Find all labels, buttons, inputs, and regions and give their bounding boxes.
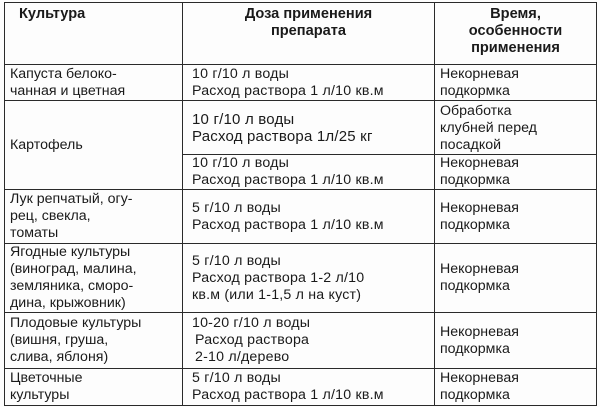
header-text: препарата xyxy=(270,23,347,39)
cell-text: Цветочные xyxy=(10,370,83,386)
cell-text: культуры xyxy=(10,387,70,403)
cell-text: рец, свекла, xyxy=(10,208,91,224)
culture-cell xyxy=(5,369,183,406)
cell-text: 2-10 л/дерево xyxy=(195,349,290,365)
cell-text: 5 г/10 л воды xyxy=(192,252,281,269)
cell-text: клубней перед xyxy=(440,120,537,136)
cell-text: Расход раствора 1 л/10 кв.м xyxy=(192,387,384,403)
dose-cell xyxy=(183,190,435,244)
time-cell xyxy=(435,190,597,244)
cell-text: 5 г/10 л воды xyxy=(192,199,281,216)
table-row xyxy=(5,369,597,406)
cell-text: Некорневая xyxy=(440,261,519,277)
header-text: применения xyxy=(471,40,560,56)
cell-text: чанная и цветная xyxy=(10,82,126,99)
table-row xyxy=(5,101,597,155)
cell-text: Расход раствора 1 л/10 кв.м xyxy=(192,82,384,99)
table-row xyxy=(5,313,597,369)
cell-text: Некорневая xyxy=(440,370,519,386)
cell-text: Расход раствора xyxy=(195,332,310,348)
cell-text: Расход раствора 1 л/10 кв.м xyxy=(192,216,384,233)
culture-cell xyxy=(5,244,183,313)
time-cell xyxy=(435,313,597,369)
cell-text: (виноград, малина, xyxy=(10,261,137,277)
cell-text: 10 г/10 л воды xyxy=(192,155,290,171)
cell-text: (вишня, груша, xyxy=(10,332,109,348)
cell-text: Некорневая xyxy=(440,323,519,340)
cell-text: 10 г/10 л воды xyxy=(192,110,295,128)
cell-text: кв.м (или 1-1,5 л на куст) xyxy=(192,286,362,303)
culture-cell xyxy=(5,101,183,190)
cell-text: слива, яблоня) xyxy=(10,349,109,365)
cell-text: 5 г/10 л воды xyxy=(192,370,281,386)
header-text: особенности xyxy=(468,23,563,39)
cell-text: Обработка xyxy=(440,103,512,119)
cell-text: томаты xyxy=(10,225,59,241)
table-row xyxy=(5,190,597,244)
dose-cell xyxy=(183,101,435,155)
time-cell xyxy=(435,369,597,406)
cell-text: Некорневая xyxy=(440,199,519,216)
cell-text: Ягодные культуры xyxy=(10,244,131,260)
culture-cell xyxy=(5,65,183,101)
cell-text: 10 г/10 л воды xyxy=(192,65,290,82)
header-text: Доза применения xyxy=(244,6,373,22)
cell-text: Лук репчатый, огу- xyxy=(10,191,133,207)
time-cell xyxy=(435,155,597,190)
cell-text: Некорневая xyxy=(440,155,519,171)
cell-text: подкормка xyxy=(440,172,510,188)
dose-cell xyxy=(183,155,435,190)
dosage-table xyxy=(4,2,597,406)
header-culture xyxy=(5,3,183,65)
header-text: Время, xyxy=(490,6,541,22)
cell-text: подкормка xyxy=(440,216,510,233)
cell-text: подкормка xyxy=(440,278,510,294)
header-text: Культура xyxy=(19,6,86,22)
cell-text: Расход раствора 1 л/10 кв.м xyxy=(192,172,384,188)
cell-text: Некорневая xyxy=(440,65,519,82)
culture-cell xyxy=(5,190,183,244)
cell-text: подкормка xyxy=(440,340,510,357)
time-cell xyxy=(435,244,597,313)
cell-text: земляника, сморо- xyxy=(10,278,134,294)
cell-text: подкормка xyxy=(440,387,510,403)
time-cell xyxy=(435,65,597,101)
dose-cell xyxy=(183,65,435,101)
table-row xyxy=(5,244,597,313)
cell-text: посадкой xyxy=(440,137,502,153)
dose-cell xyxy=(183,369,435,406)
cell-text: Картофель xyxy=(10,136,83,153)
culture-cell xyxy=(5,313,183,369)
cell-text: Расход раствора 1-2 л/10 xyxy=(192,269,365,286)
cell-text: Плодовые культуры xyxy=(10,315,142,331)
table-row xyxy=(5,65,597,101)
dose-cell xyxy=(183,244,435,313)
header-time xyxy=(435,3,597,65)
cell-text: подкормка xyxy=(440,82,510,99)
cell-text: 10-20 г/10 л воды xyxy=(192,315,311,331)
cell-text: Капуста белоко- xyxy=(10,65,117,82)
dose-cell xyxy=(183,313,435,369)
header-dose xyxy=(183,3,435,65)
table-header-row xyxy=(5,3,597,65)
time-cell xyxy=(435,101,597,155)
cell-text: дина, крыжовник) xyxy=(10,295,126,311)
cell-text: Расход раствора 1л/25 кг xyxy=(192,127,373,145)
